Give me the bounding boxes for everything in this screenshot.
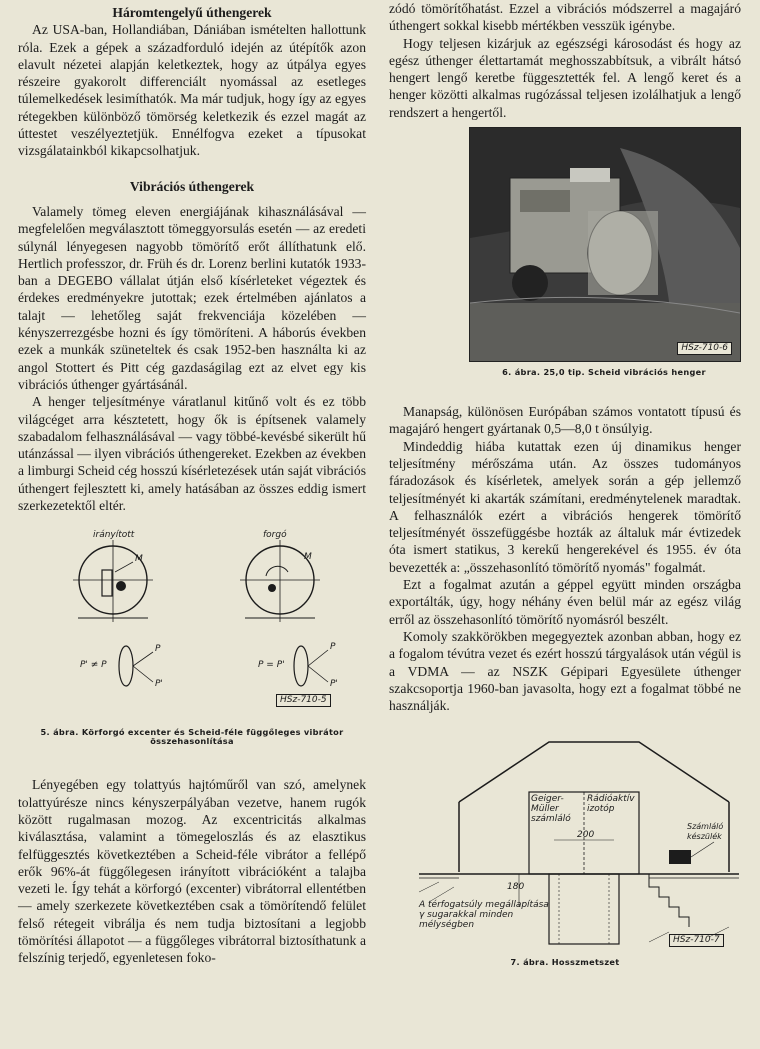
heading-triaxial-rollers: Háromtengelyű úthengerek xyxy=(112,5,272,20)
right-force-p xyxy=(308,650,328,666)
fig5-label-pprime-left: P' xyxy=(155,679,163,690)
fig5-equation-left: P' ≠ P xyxy=(80,660,107,671)
fig7-note: A térfogatsúly megállapítása γ sugarakkal minden mélységben xyxy=(419,900,549,931)
fig5-label-directed: irányított xyxy=(93,530,135,541)
paragraph: A henger teljesítménye váratlanul kitűnő volt és ez több világcéget arra késztetett, hogy ők is építsenek valamely szabadalom felhasználásával — vagy többé-kevésbé sikerült hű utánzással — ilyen vibrációs úthengereket. Ezekben az években a limburgi Scheid cég hosszú kísérletezések után saját vibrációs úthengert fejlesztett ki, amely hatásában az összes eddig ismert szerkezetektől eltér. xyxy=(18,394,367,514)
fig5-caption: 5. ábra. Körforgó excenter és Scheid-féle függőleges vibrátor összehasonlítása xyxy=(40,727,344,747)
fig5-equation-right: P = P' xyxy=(258,660,285,671)
fig5-label-p-right: P xyxy=(330,642,336,653)
left-force-pprime xyxy=(133,666,153,682)
fig6-stamp: HSz-710-6 xyxy=(677,342,732,355)
fig6-caption: 6. ábra. 25,0 tip. Scheid vibrációs henger xyxy=(502,367,706,378)
paragraph: Lényegében egy tolattyús hajtóműről van szó, amelynek tolattyúrésze nincs kényszerpályában vezetve, hanem rugók között rugalmasan mozog. Az excentricitás alkalmas kiválasztása, valamint a tömegeloszlás és az elasztikus felfüggesztés következtében a Scheid-féle vibrátor a fellépő erők 96%-át függőlegesen irányított vibrációként a talajba vezeti le. Így tehát a körforgó (excenter) vibrátorral ellentétben — amely szerkezete következtében csak a tömörítendő felület felső rétegeit vibrálja és nem tudja biztosítani a legjobb tömörítési állapotot — a függőleges vibrátorral biztosíthatunk a felszínig terjedő, egyenletesen foko- xyxy=(18,777,366,966)
paragraph: Valamely tömeg eleven energiájának kihasználásával — megfelelően megválasztott tömeggyorsulás esetén — az eredeti súlynál lényegesen nagyobb tömörítő erőt állíthatunk elő. Hertlich professzor, dr. Früh és dr. Lorenz berlini kutatók 1933-ban a DEGEBO vállalat útján első kísérleteket végeztek és érdekes eredményekre jutottak; ezek értelmében ajánlatos a talajt — lehetőleg saját frekvenciája közelében — kényszerrezgésbe hozni és így tömöríteni. A háborús években ezek a munkák szüneteltek és csak 1952-ben használta ki az angol Stottert és Pitt cég gazdaságilag ezt az elvet egy kis vibrációs úthenger gyártásánál. xyxy=(18,203,366,392)
fig5-label-m-left: M xyxy=(135,554,143,565)
right-force-pprime xyxy=(308,666,328,682)
right-mass xyxy=(268,584,276,592)
figure-5-diagram xyxy=(18,532,366,707)
left-mass xyxy=(116,581,126,591)
stairs xyxy=(649,874,689,927)
paragraph: zódó tömörítőhatást. Ezzel a vibrációs módszerrel a magajáró úthengert sokkal kisebb mértékben vesszük igénybe. xyxy=(389,1,741,34)
paragraph: Komoly szakkörökben megegyeztek azonban abban, hogy ez a fogalom tévútra vezet és ezért hosszú tárgyalások után végül is a VDMA — az NSZK Gépipari Egyesülete úthenger szakcsoportja 1960-ban javasolta, hogy ezt a fogalmat többé ne használják. xyxy=(389,628,741,714)
fig7-geiger-label: Geiger-Müller számláló xyxy=(531,794,571,825)
fig5-label-rotating: forgó xyxy=(263,530,287,541)
right-column xyxy=(389,0,741,967)
fig5-label-p-left: P xyxy=(155,644,161,655)
fig7-counter-label: Számláló készülék xyxy=(687,822,724,842)
paragraph: Hogy teljesen kizárjuk az egészségi károsodást és hogy az egész úthenger élettartamát meghosszabbítsuk, a vibrált hátsó hengert lengő keretbe függesztették fel. A lengő keret és a henger közötti alkalmas rugózással teljesen izolálhatjuk a lengő rendszert a hengertől. xyxy=(389,35,741,120)
right-wheel-ellipse xyxy=(294,646,308,686)
fig5-stamp: HSz-710-5 xyxy=(276,694,331,707)
heading-vibration-rollers: Vibrációs úthengerek xyxy=(129,178,255,194)
left-wheel-ellipse xyxy=(119,646,133,686)
vibration-roller-picture xyxy=(470,128,740,361)
fig7-stamp: HSz-710-7 xyxy=(669,934,724,947)
left-force-p xyxy=(133,652,153,666)
paragraph: Ezt a fogalmat azután a géppel együtt minden országba exportálták, úgy, hogy néhány éven belül már az egész világ erről az összehasonlító tömörítő nyomásról beszélt. xyxy=(389,577,741,627)
fig7-dim-180: 180 xyxy=(507,882,525,893)
fig5-label-pprime-right: P' xyxy=(330,679,338,690)
measurement-shaft xyxy=(549,874,619,944)
right-rotation-arc xyxy=(266,567,288,577)
fig7-dim-200: 200 xyxy=(577,830,595,841)
paragraph: Mindeddig hiába kutattak ezen új dinamikus henger teljesítmény mérőszáma után. Az összes tudományos fáradozások és kísérletek, amelyek során a gép jellemző teljesítményét ki akarták számítani, eredménytelenek maradtak. A felhasználók ezért a vibrációs hengerek tömörítő teljesítményét összefüggésbe hozták az általuk már évtizedek óta ismert statikus, 3 kerekű hengerekével és 1955. év óta bevezették a: „összehasonlító tömörítő nyomás" fogalmát. xyxy=(389,438,741,575)
left-slider xyxy=(102,570,112,596)
figure-7 xyxy=(419,732,739,952)
counter-box xyxy=(669,850,691,864)
left-column xyxy=(18,0,366,967)
figure-5 xyxy=(18,532,366,728)
fig7-radio-label: Rádióaktív izotóp xyxy=(587,794,635,815)
left-arm xyxy=(115,562,133,572)
paragraph: Manapság, különösen Európában számos vontatott típusú és magajáró hengert gyártanak 0,5—8,0 t önsúlyig. xyxy=(389,404,741,437)
paragraph: Az USA-ban, Hollandiában, Dániában ismételten hallottunk róla. Ezek a gépek a századforduló idején az útépítők azon elavult nézetei alapján keletkeztek, hogy az útpálya egyes részeire gyakorolt differenciált nyomással az esetleges túlemelkedések lesimíthatók. Ma már tudjuk, hogy így az egyes rétegekben különböző tömörség keletkezik és ezzel magát az úttestet veszélyeztetjük. Ennélfogva ezeket a típusokat vizsgálatainkból kikapcsolhatjuk. xyxy=(18,22,366,159)
fig7-caption: 7. ábra. Hosszmetszet xyxy=(510,957,620,968)
figure-6-photo xyxy=(469,127,741,362)
fig5-label-m-right: M xyxy=(304,552,312,563)
